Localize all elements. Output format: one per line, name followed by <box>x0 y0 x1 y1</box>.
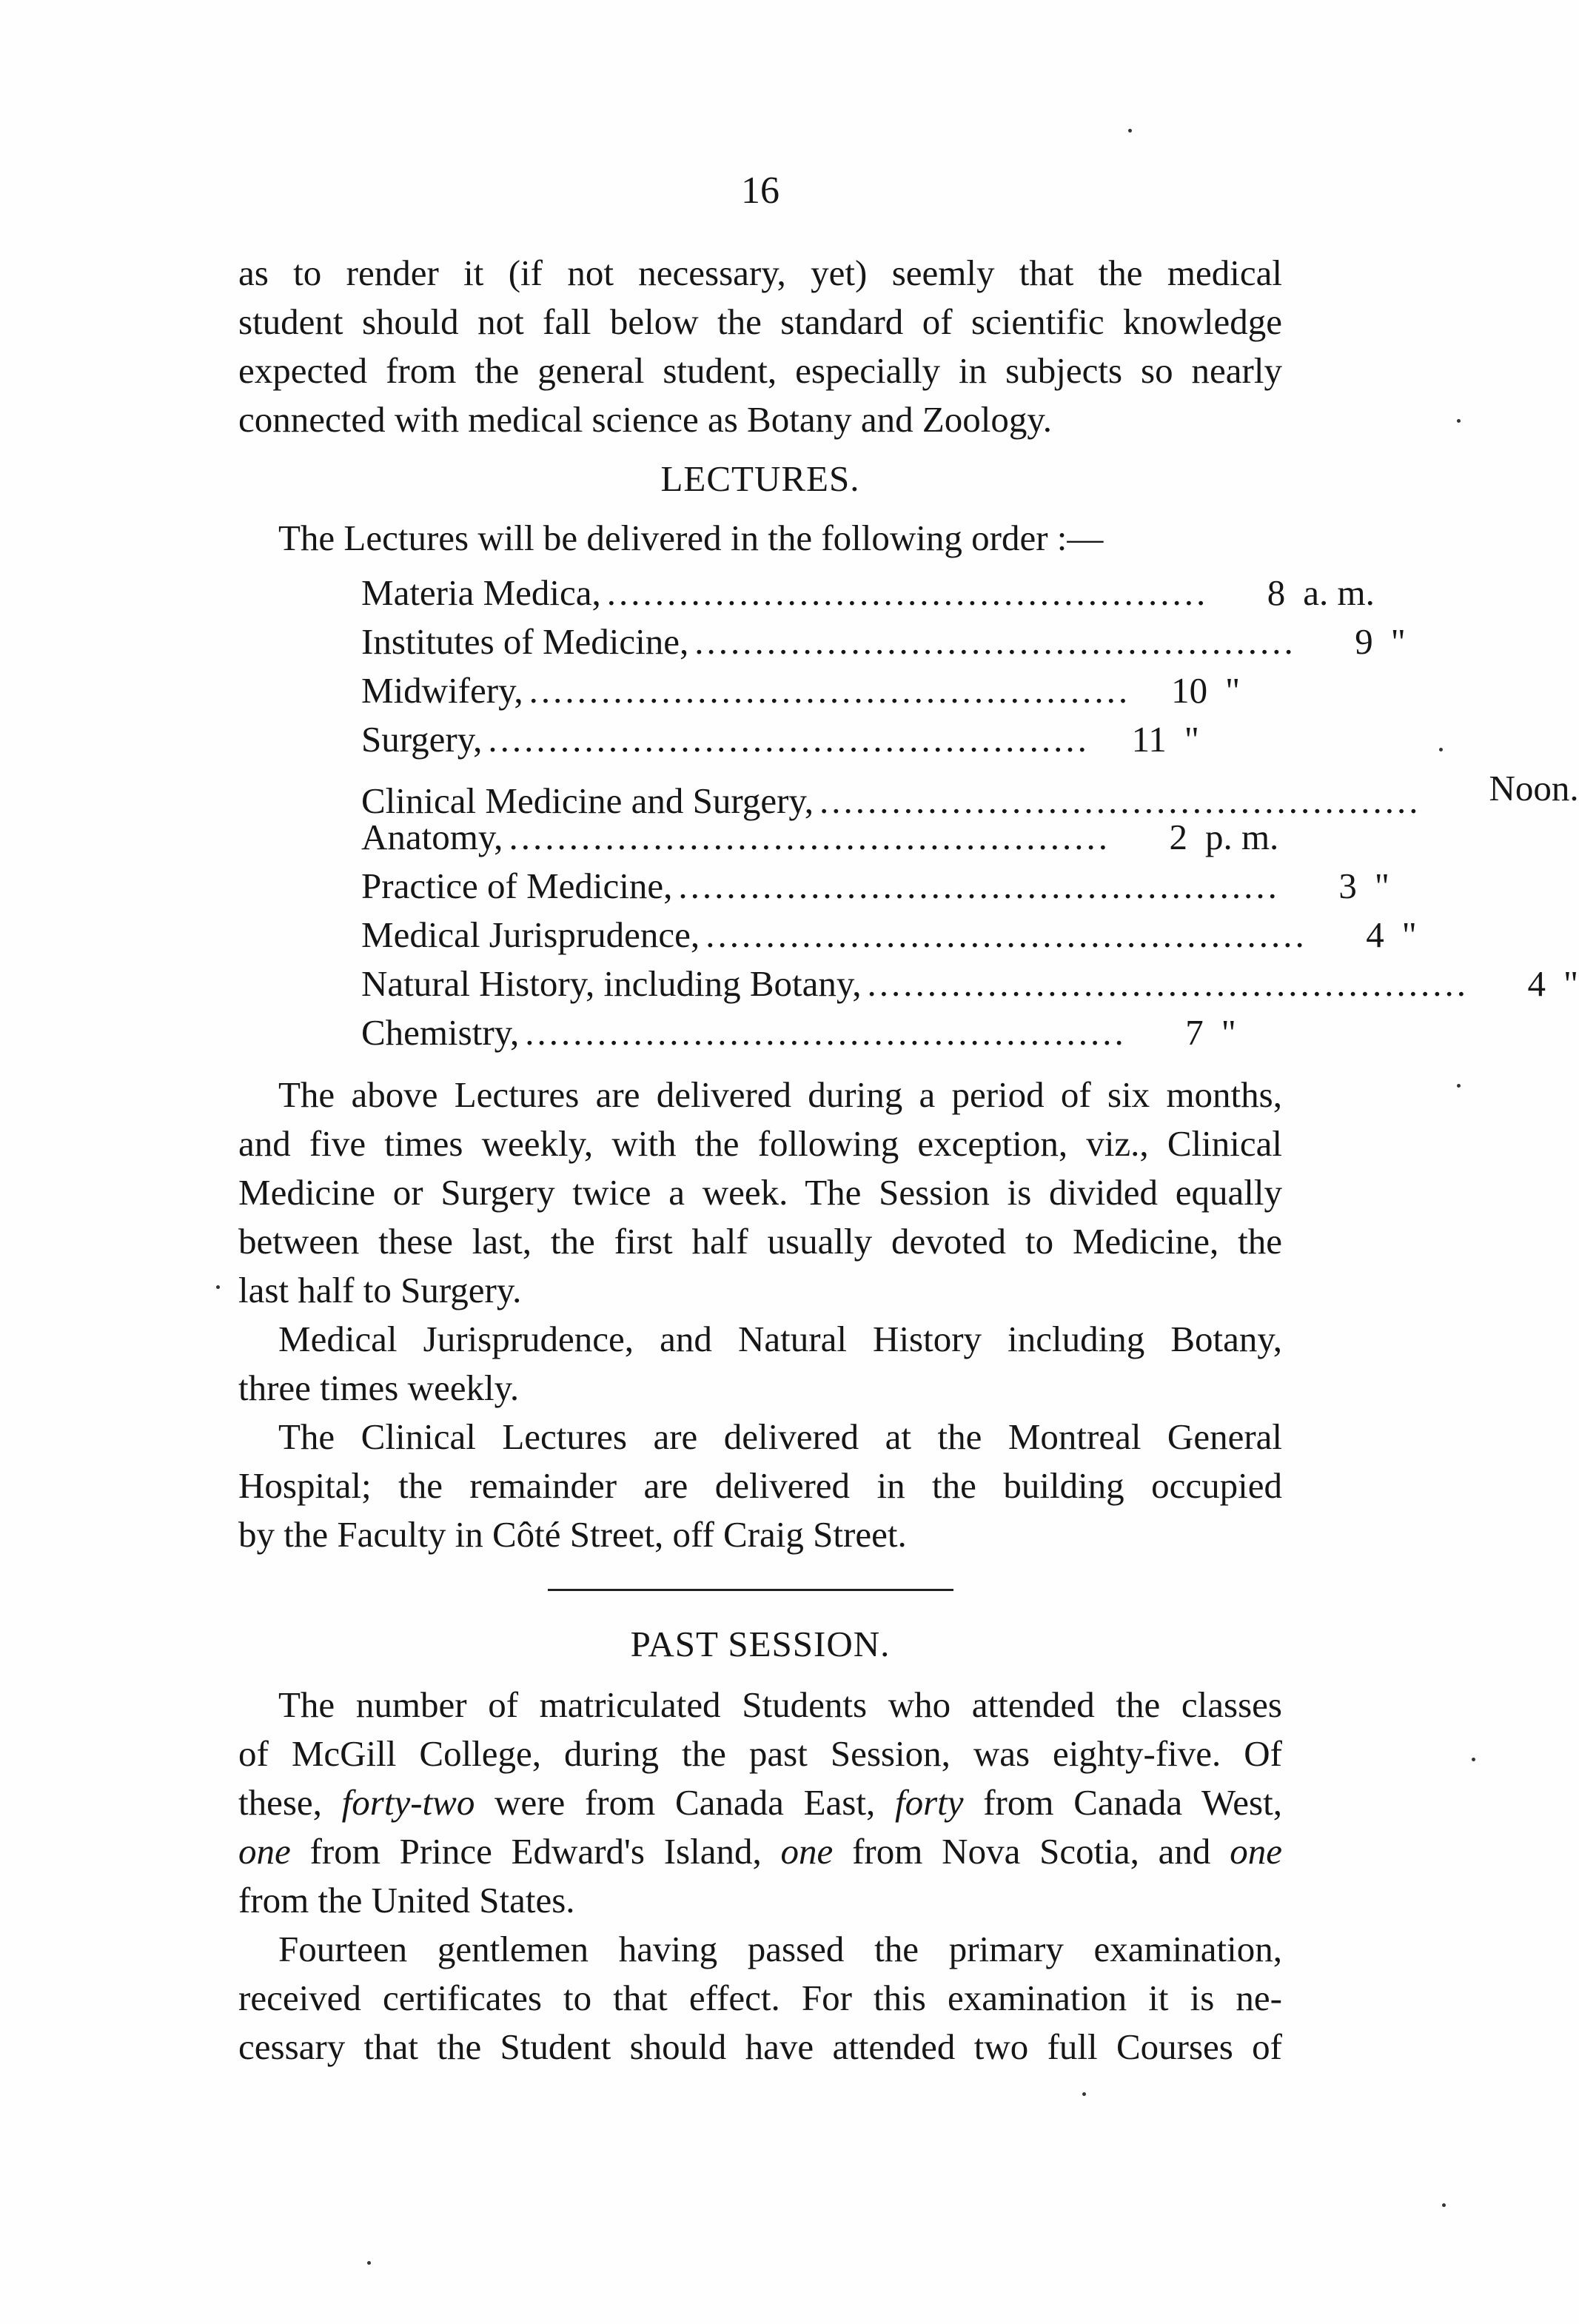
schedule-unit: a. m. <box>1303 572 1375 613</box>
schedule-hour: 10 <box>1171 670 1208 711</box>
schedule-row <box>361 911 1417 960</box>
schedule-hour: 2 <box>1169 817 1187 857</box>
text-line: connected with medical science as Botany and Zoology. <box>238 399 1052 440</box>
lectures-heading: LECTURES. <box>660 458 860 499</box>
schedule-row <box>361 960 1578 1008</box>
dot-leader: .................................................. <box>606 572 1209 613</box>
text-run: from Prince Edward's Island, <box>290 1831 781 1872</box>
lectures-intro <box>238 514 1282 563</box>
schedule-subject: Chemistry, <box>361 1012 520 1053</box>
schedule-unit: Noon. <box>1489 768 1579 808</box>
text-line: cessary that the Student should have attended two full Courses of <box>238 2026 1282 2067</box>
schedule-row <box>361 862 1389 911</box>
schedule-unit: " <box>1374 865 1389 906</box>
scan-speck <box>1128 129 1132 133</box>
schedule-unit: " <box>1184 719 1199 760</box>
schedule-subject: Natural History, including Botany, <box>361 963 862 1004</box>
dot-leader: .................................................. <box>525 1012 1127 1053</box>
schedule-unit: " <box>1401 914 1417 955</box>
schedule-time <box>1096 715 1220 764</box>
text-line: last half to Surgery. <box>238 1270 522 1310</box>
schedule-subject: Institutes of Medicine, <box>361 621 689 662</box>
text-line: received certificates to that effect. For this examination it is ne- <box>238 1978 1282 2018</box>
schedule-row <box>361 666 1241 715</box>
emphasis: forty-two <box>341 1782 475 1823</box>
schedule-unit: p. m. <box>1204 817 1279 857</box>
schedule-unit: " <box>1390 621 1406 662</box>
dot-leader: .................................................. <box>678 865 1280 906</box>
text-line: Medicine or Surgery twice a week. The Session is divided equally <box>238 1172 1282 1213</box>
scan-speck <box>1457 1084 1461 1088</box>
dot-leader: .................................................. <box>529 670 1131 711</box>
text-line: The Lectures will be delivered in the following order :— <box>278 518 1104 558</box>
lectures-paragraph-3 <box>238 1413 1282 1559</box>
text-line: as to render it (if not necessary, yet) seemly that the medical <box>238 252 1282 293</box>
scan-speck <box>1472 1758 1475 1761</box>
text-line: Hospital; the remainder are delivered in the building occupied <box>238 1465 1282 1506</box>
scan-speck <box>1439 748 1443 751</box>
schedule-row <box>361 1008 1236 1057</box>
schedule-row <box>361 715 1220 764</box>
dot-leader: .................................................. <box>694 621 1296 662</box>
text-line <box>238 1778 1282 1827</box>
schedule-hour: 8 <box>1267 572 1286 613</box>
scan-speck <box>367 2261 371 2265</box>
schedule-subject: Anatomy, <box>361 817 503 857</box>
schedule-hour: 4 <box>1366 914 1384 955</box>
dot-leader: .................................................. <box>705 914 1307 955</box>
schedule-subject: Surgery, <box>361 719 483 760</box>
scan-speck <box>1082 2092 1086 2096</box>
emphasis: forty <box>894 1782 964 1823</box>
emphasis: one <box>238 1831 291 1872</box>
text-line <box>238 1827 1282 1876</box>
text-run: from Canada West, <box>963 1782 1282 1823</box>
schedule-unit: " <box>1563 963 1578 1004</box>
schedule-time <box>1136 666 1240 715</box>
schedule-unit: " <box>1225 670 1241 711</box>
text-line: expected from the general student, especially in subjects so nearly <box>238 350 1282 391</box>
schedule-hour: 11 <box>1131 719 1167 760</box>
scan-speck <box>1457 419 1461 423</box>
past-session-heading: PAST SESSION. <box>630 1624 891 1664</box>
schedule-row <box>361 813 1279 862</box>
text-line: from the United States. <box>238 1880 575 1921</box>
text-line: The number of matriculated Students who attended the classes <box>278 1684 1282 1725</box>
lectures-paragraph-1 <box>238 1071 1282 1315</box>
text-line: of McGill College, during the past Session, was eighty-five. Of <box>238 1733 1282 1774</box>
lecture-schedule <box>361 569 1579 1057</box>
text-line: between these last, the first half usually devoted to Medicine, the <box>238 1221 1282 1262</box>
schedule-hour: 3 <box>1338 865 1357 906</box>
page-number: 16 <box>741 170 780 212</box>
text-line: and five times weekly, with the following exception, viz., Clinical <box>238 1123 1282 1164</box>
schedule-row <box>361 617 1406 666</box>
schedule-subject: Midwifery, <box>361 670 523 711</box>
emphasis: one <box>780 1831 834 1872</box>
schedule-hour: 9 <box>1355 621 1373 662</box>
section-divider <box>548 1589 953 1591</box>
schedule-subject: Practice of Medicine, <box>361 865 673 906</box>
schedule-time <box>1214 569 1375 617</box>
text-run: from Nova Scotia, and <box>833 1831 1230 1872</box>
lectures-paragraph-2 <box>238 1315 1282 1413</box>
schedule-time <box>1475 960 1578 1008</box>
text-run: these, <box>238 1782 342 1823</box>
text-line: three times weekly. <box>238 1367 520 1408</box>
text-line: Medical Jurisprudence, and Natural History including Botany, <box>278 1319 1282 1359</box>
text-line: The Clinical Lectures are delivered at the Montreal General <box>278 1416 1282 1457</box>
schedule-subject: Materia Medica, <box>361 572 601 613</box>
text-line: student should not fall below the standard of scientific knowledge <box>238 301 1282 342</box>
schedule-time <box>1286 862 1389 911</box>
schedule-time <box>1313 911 1417 960</box>
past-session-paragraph-2 <box>238 1925 1282 2072</box>
scan-speck <box>216 1285 220 1289</box>
dot-leader: .................................................. <box>488 719 1090 760</box>
dot-leader: .................................................. <box>819 780 1421 821</box>
schedule-time <box>1116 813 1278 862</box>
schedule-row <box>361 569 1375 617</box>
schedule-subject: Medical Jurisprudence, <box>361 914 700 955</box>
text-run: were from Canada East, <box>475 1782 895 1823</box>
schedule-hour: 7 <box>1185 1012 1204 1053</box>
schedule-time <box>1302 617 1406 666</box>
dot-leader: .................................................. <box>867 963 1469 1004</box>
schedule-time <box>1427 764 1579 813</box>
schedule-hour <box>1427 764 1472 813</box>
text-line: The above Lectures are delivered during a period of six months, <box>278 1074 1282 1115</box>
emphasis: one <box>1230 1831 1282 1872</box>
schedule-time <box>1133 1008 1236 1057</box>
dot-leader: .................................................. <box>509 817 1110 857</box>
past-session-paragraph-1 <box>238 1681 1282 1925</box>
schedule-hour: 4 <box>1527 963 1546 1004</box>
schedule-unit: " <box>1221 1012 1236 1053</box>
text-line: by the Faculty in Côté Street, off Craig Street. <box>238 1514 907 1555</box>
text-line: Fourteen gentlemen having passed the primary examination, <box>278 1929 1282 1969</box>
schedule-row <box>361 764 1579 821</box>
schedule-subject: Clinical Medicine and Surgery, <box>361 780 814 821</box>
scan-speck <box>1442 2203 1446 2207</box>
intro-paragraph <box>238 249 1282 444</box>
